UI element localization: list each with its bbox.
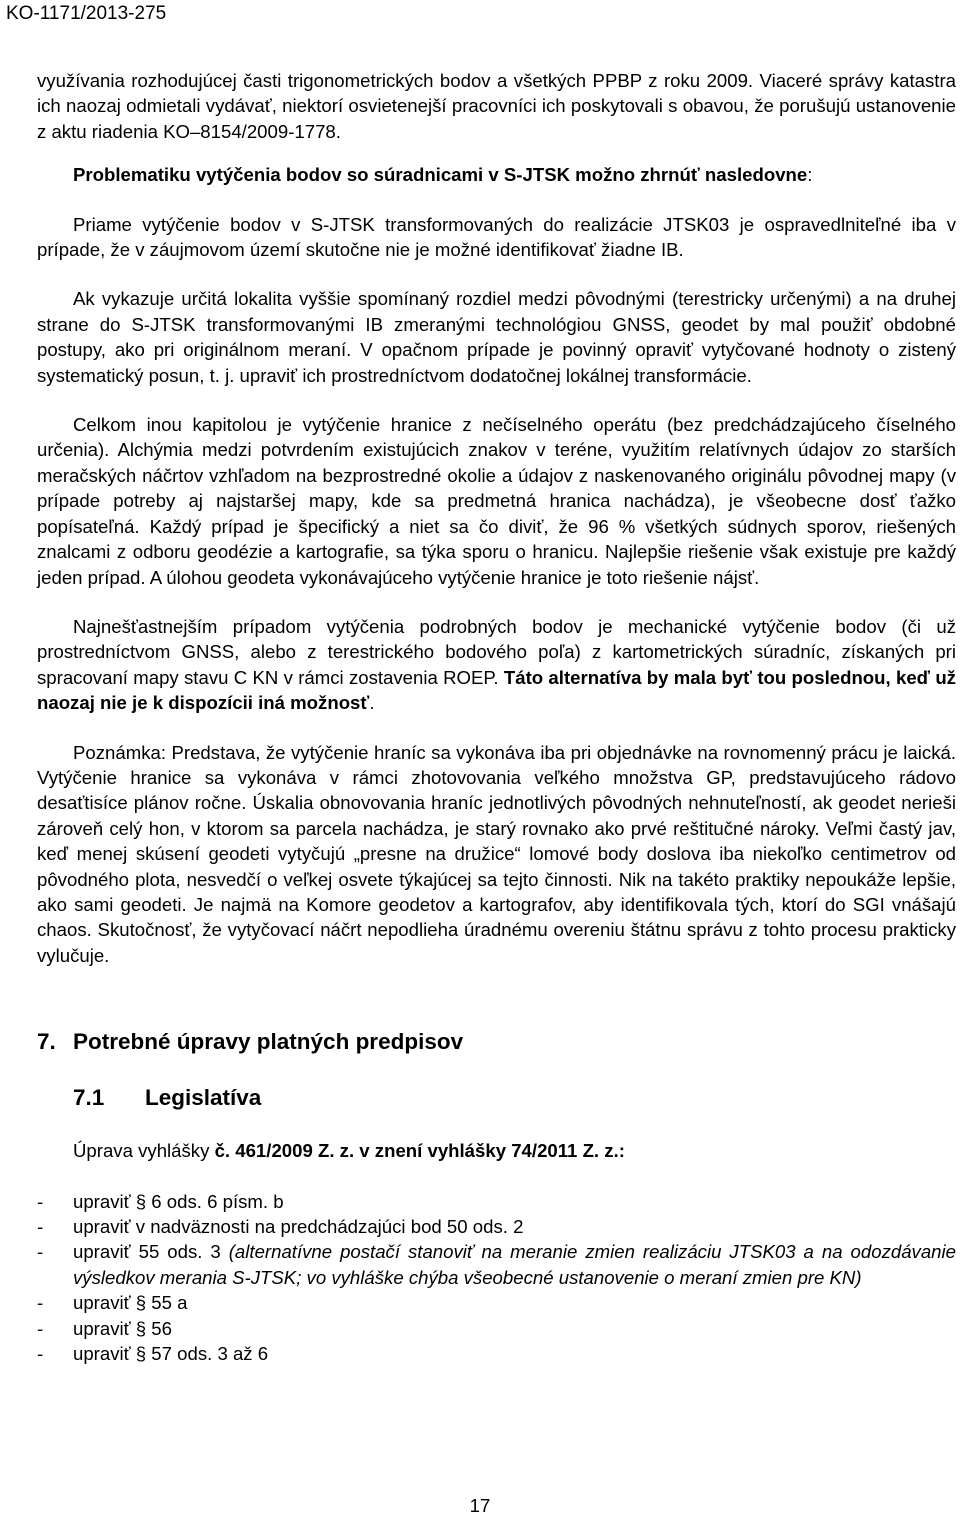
document-id: KO-1171/2013-275 [6,3,167,24]
page-number: 17 [469,1495,491,1516]
subsection-number: 7.1 [73,1085,105,1111]
list-item [37,1239,956,1290]
list-dash: - [37,1343,44,1365]
list-item [37,1189,956,1214]
list-dash: - [37,1317,44,1339]
paragraph-note: Poznámka: Predstava, že vytýčenie hraníc sa vykonáva iba pri objednávke na rovnomenný prácu je laická. Vytýčenie hranice sa vykonáva v rámci zhotovovania veľkého množstva GP, predstavujúceho rádovo desaťtisíce plánov ročne. Úskalia obnovovania hraníc jednotlivých pôvodných nehnuteľností, ak geodet nerieši zároveň celý hon, v ktorom sa parcela nachádza, je starý rovnako ako prvé reštitučné nároky. Veľmi častý jav, keď menej skúsení geodeti vytyčujú „presne na družice“ lomové body doslova iba niekoľko centimetrov od pôvodného plota, nesvedčí o veľkej osvete týkajúcej sa tejto činnosti. Nik na takéto praktiky nepoukáže lepšie, ako sami geodeti. Je najmä na Komore geodetov a kartografov, aby identifikovala tých, ktorí do SGI vnášajú chaos. Skutočnosť, že vytyčovací náčrt nepodlieha úradnému overeniu štátnu správu z tohto procesu prakticky vylučuje. [37,741,956,966]
page-content [37,68,956,1366]
list-item-text: upraviť § 6 ods. 6 písm. b [73,1190,284,1212]
list-item-italic-note: (alternatívne postačí stanoviť na meranie zmien realizáciu JTSK03 a na odozdávanie výsledkov merania S-JTSK; vo vyhláške chýba všeobecné ustanovenie o meraní zmien pre KN) [73,1241,956,1288]
summary-heading-bold: Problematiku vytýčenia bodov so súradnicami v S-JTSK možno zhrnúť nasledovne [73,164,808,186]
section-number: 7. [37,1029,56,1055]
list-item [37,1290,956,1315]
unfortunate-case-text: Najnešťastnejším prípadom vytýčenia podrobných bodov je mechanické vytýčenie bodov (či už prostredníctvom GNSS, alebo z terestrického bodového poľa) z kartometrických súradníc, získaných pri spracovaní mapy stavu C KN v rámci zostavenia ROEP. [37,615,956,688]
summary-heading-colon: : [807,164,813,186]
list-dash: - [37,1190,44,1212]
amendment-prefix: Úprava vyhlášky [73,1140,215,1162]
amendment-line [73,1138,956,1163]
list-item [37,1341,956,1366]
paragraph-intro: využívania rozhodujúcej časti trigonometrických bodov a všetkých PPBP z roku 2009. Viaceré správy katastra ich naozaj odmietali vydávať, niektorí osvietenejší pracovníci ich poskytovali s obavou, že porušujú ustanovenie z aktu riadenia KO–8154/2009-1778. [37,70,956,142]
list-dash: - [37,1216,44,1237]
paragraph-boundary-staking: Celkom inou kapitolou je vytýčenie hranice z nečíselného operátu (bez predchádzajúceho číselného určenia). Alchýmia medzi potvrdením existujúcich znakov v teréne, využitím relatívnych údajov zo starších meračských náčrtov vzhľadom na bezprostredné okolie a údajov z naskenovaného originálu pôvodnej mapy (v prípade potreby aj najstaršej mapy, kde sa predmetná hranica nachádza), je všeobecne dosť ťažko popísateľná. Každý prípad je špecifický a niet sa čo diviť, že 96 % všetkých súdnych sporov, riešených znalcami z odboru geodézie a kartografie, sa týka sporu o hranicu. Najlepšie riešenie však existuje pre každý jeden prípad. A úlohou geodeta vykonávajúceho vytýčenie hranice je toto riešenie nájsť. [37,414,956,588]
paragraph-direct-staking: Priame vytýčenie bodov v S-JTSK transformovaných do realizácie JTSK03 je ospravedlniteľné iba v prípade, že v záujmovom území skutočne nie je možné identifikovať žiadne IB. [37,213,956,261]
list-dash: - [37,1241,44,1263]
paragraph-locality-difference: Ak vykazuje určitá lokalita vyššie spomínaný rozdiel medzi pôvodnými (terestricky určenými) a na druhej strane do S-JTSK transformovanými IB zmeranými technológiou GNSS, geodet by mal použiť obdobné postupy, ako pri originálnom meraní. V opačnom prípade je povinný opraviť vytyčované hodnoty o zistený systematický posun, t. j. upraviť ich prostredníctvom dodatočnej lokálnej transformácie. [37,288,956,386]
list-item-text: upraviť § 55 a [73,1292,188,1314]
unfortunate-case-bold: Táto alternatíva by mala byť tou poslednou, keď už naozaj nie je k dispozícii iná možnosť [37,666,956,714]
section-title: Potrebné úpravy platných predpisov [73,1029,464,1055]
amendment-bold: č. 461/2009 Z. z. v znení vyhlášky 74/2011 Z. z.: [214,1140,625,1162]
section-heading [37,1028,956,1056]
list-item [37,1214,956,1239]
paragraph-summary-heading [37,162,956,187]
subsection-heading [73,1084,956,1112]
unfortunate-case-period: . [369,692,375,714]
list-item-text: upraviť v nadväznosti na predchádzajúci bod 50 ods. 2 [73,1216,524,1237]
paragraph-unfortunate-case [37,614,956,716]
list-item-text: upraviť § 56 [73,1317,172,1339]
list-item-text: upraviť 55 ods. 3 [73,1241,229,1263]
list-dash: - [37,1292,44,1314]
list-item [37,1316,956,1341]
list-item-text: upraviť § 57 ods. 3 až 6 [73,1343,269,1365]
amendment-list [37,1189,956,1367]
subsection-title: Legislatíva [145,1085,262,1111]
